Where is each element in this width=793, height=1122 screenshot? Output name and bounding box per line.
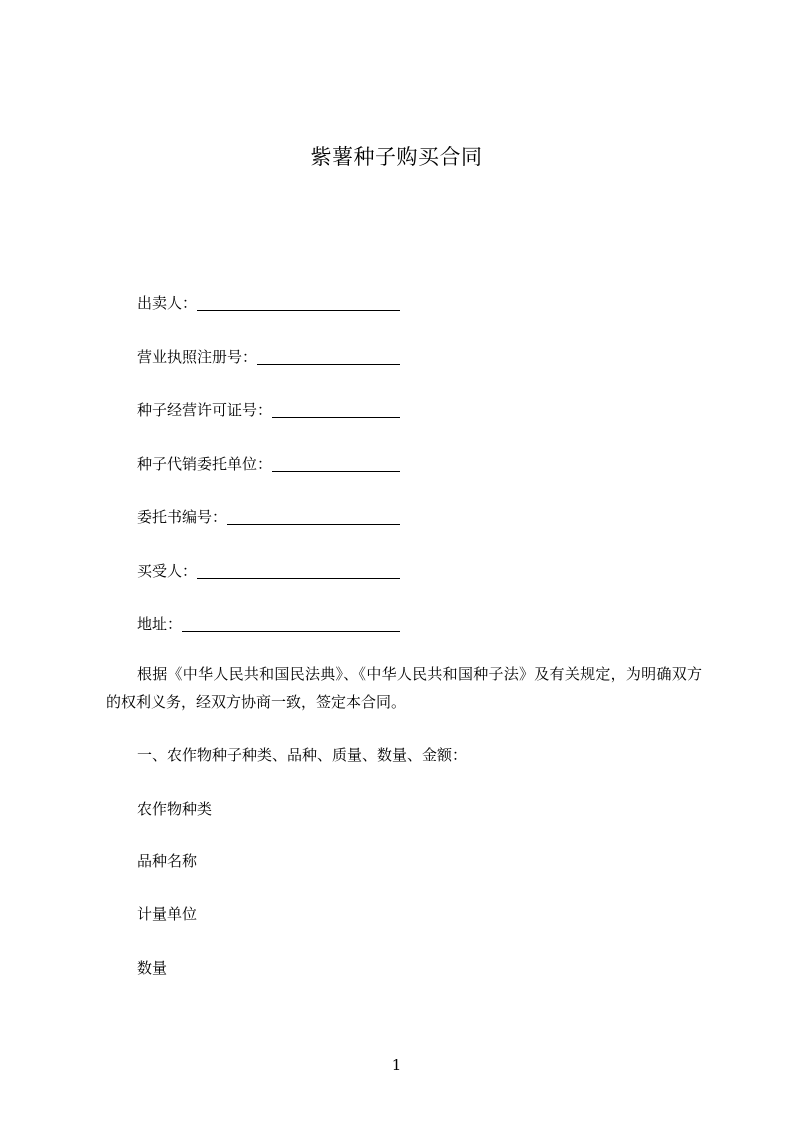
- seller-field: [137, 290, 400, 314]
- address-blank: [182, 614, 400, 632]
- entrustment-number-blank: [227, 507, 400, 525]
- item-quantity: 数量: [137, 959, 168, 977]
- address-field: [137, 611, 400, 635]
- consignment-unit-blank: [272, 454, 400, 472]
- entrustment-number-label: 委托书编号：: [137, 508, 228, 526]
- seed-license-label: 种子经营许可证号：: [137, 401, 273, 419]
- business-license-label: 营业执照注册号：: [137, 348, 258, 366]
- item-crop-type: 农作物种类: [137, 800, 213, 818]
- address-label: 地址：: [137, 615, 183, 633]
- item-unit-of-measure: 计量单位: [137, 905, 198, 923]
- consignment-unit-label: 种子代销委托单位：: [137, 455, 273, 473]
- seed-license-field: [137, 397, 400, 421]
- buyer-blank: [197, 561, 400, 579]
- entrustment-number-field: [137, 504, 400, 528]
- seller-label: 出卖人：: [137, 294, 198, 312]
- page-number: 1: [391, 1056, 402, 1074]
- consignment-unit-field: [137, 451, 400, 475]
- buyer-field: [137, 558, 400, 582]
- section-1-heading: 一、农作物种子种类、品种、质量、数量、金额：: [137, 746, 468, 764]
- business-license-field: [137, 344, 400, 368]
- business-license-blank: [257, 347, 400, 365]
- buyer-label: 买受人：: [137, 562, 198, 580]
- seed-license-blank: [272, 400, 400, 418]
- item-variety-name: 品种名称: [137, 852, 198, 870]
- seller-blank: [197, 293, 400, 311]
- intro-paragraph: 根据《中华人民共和国民法典》、《中华人民共和国种子法》及有关规定，为明确双方的权利义务，经双方协商一致，签定本合同。: [106, 665, 702, 711]
- document-title: 紫薯种子购买合同: [310, 145, 483, 169]
